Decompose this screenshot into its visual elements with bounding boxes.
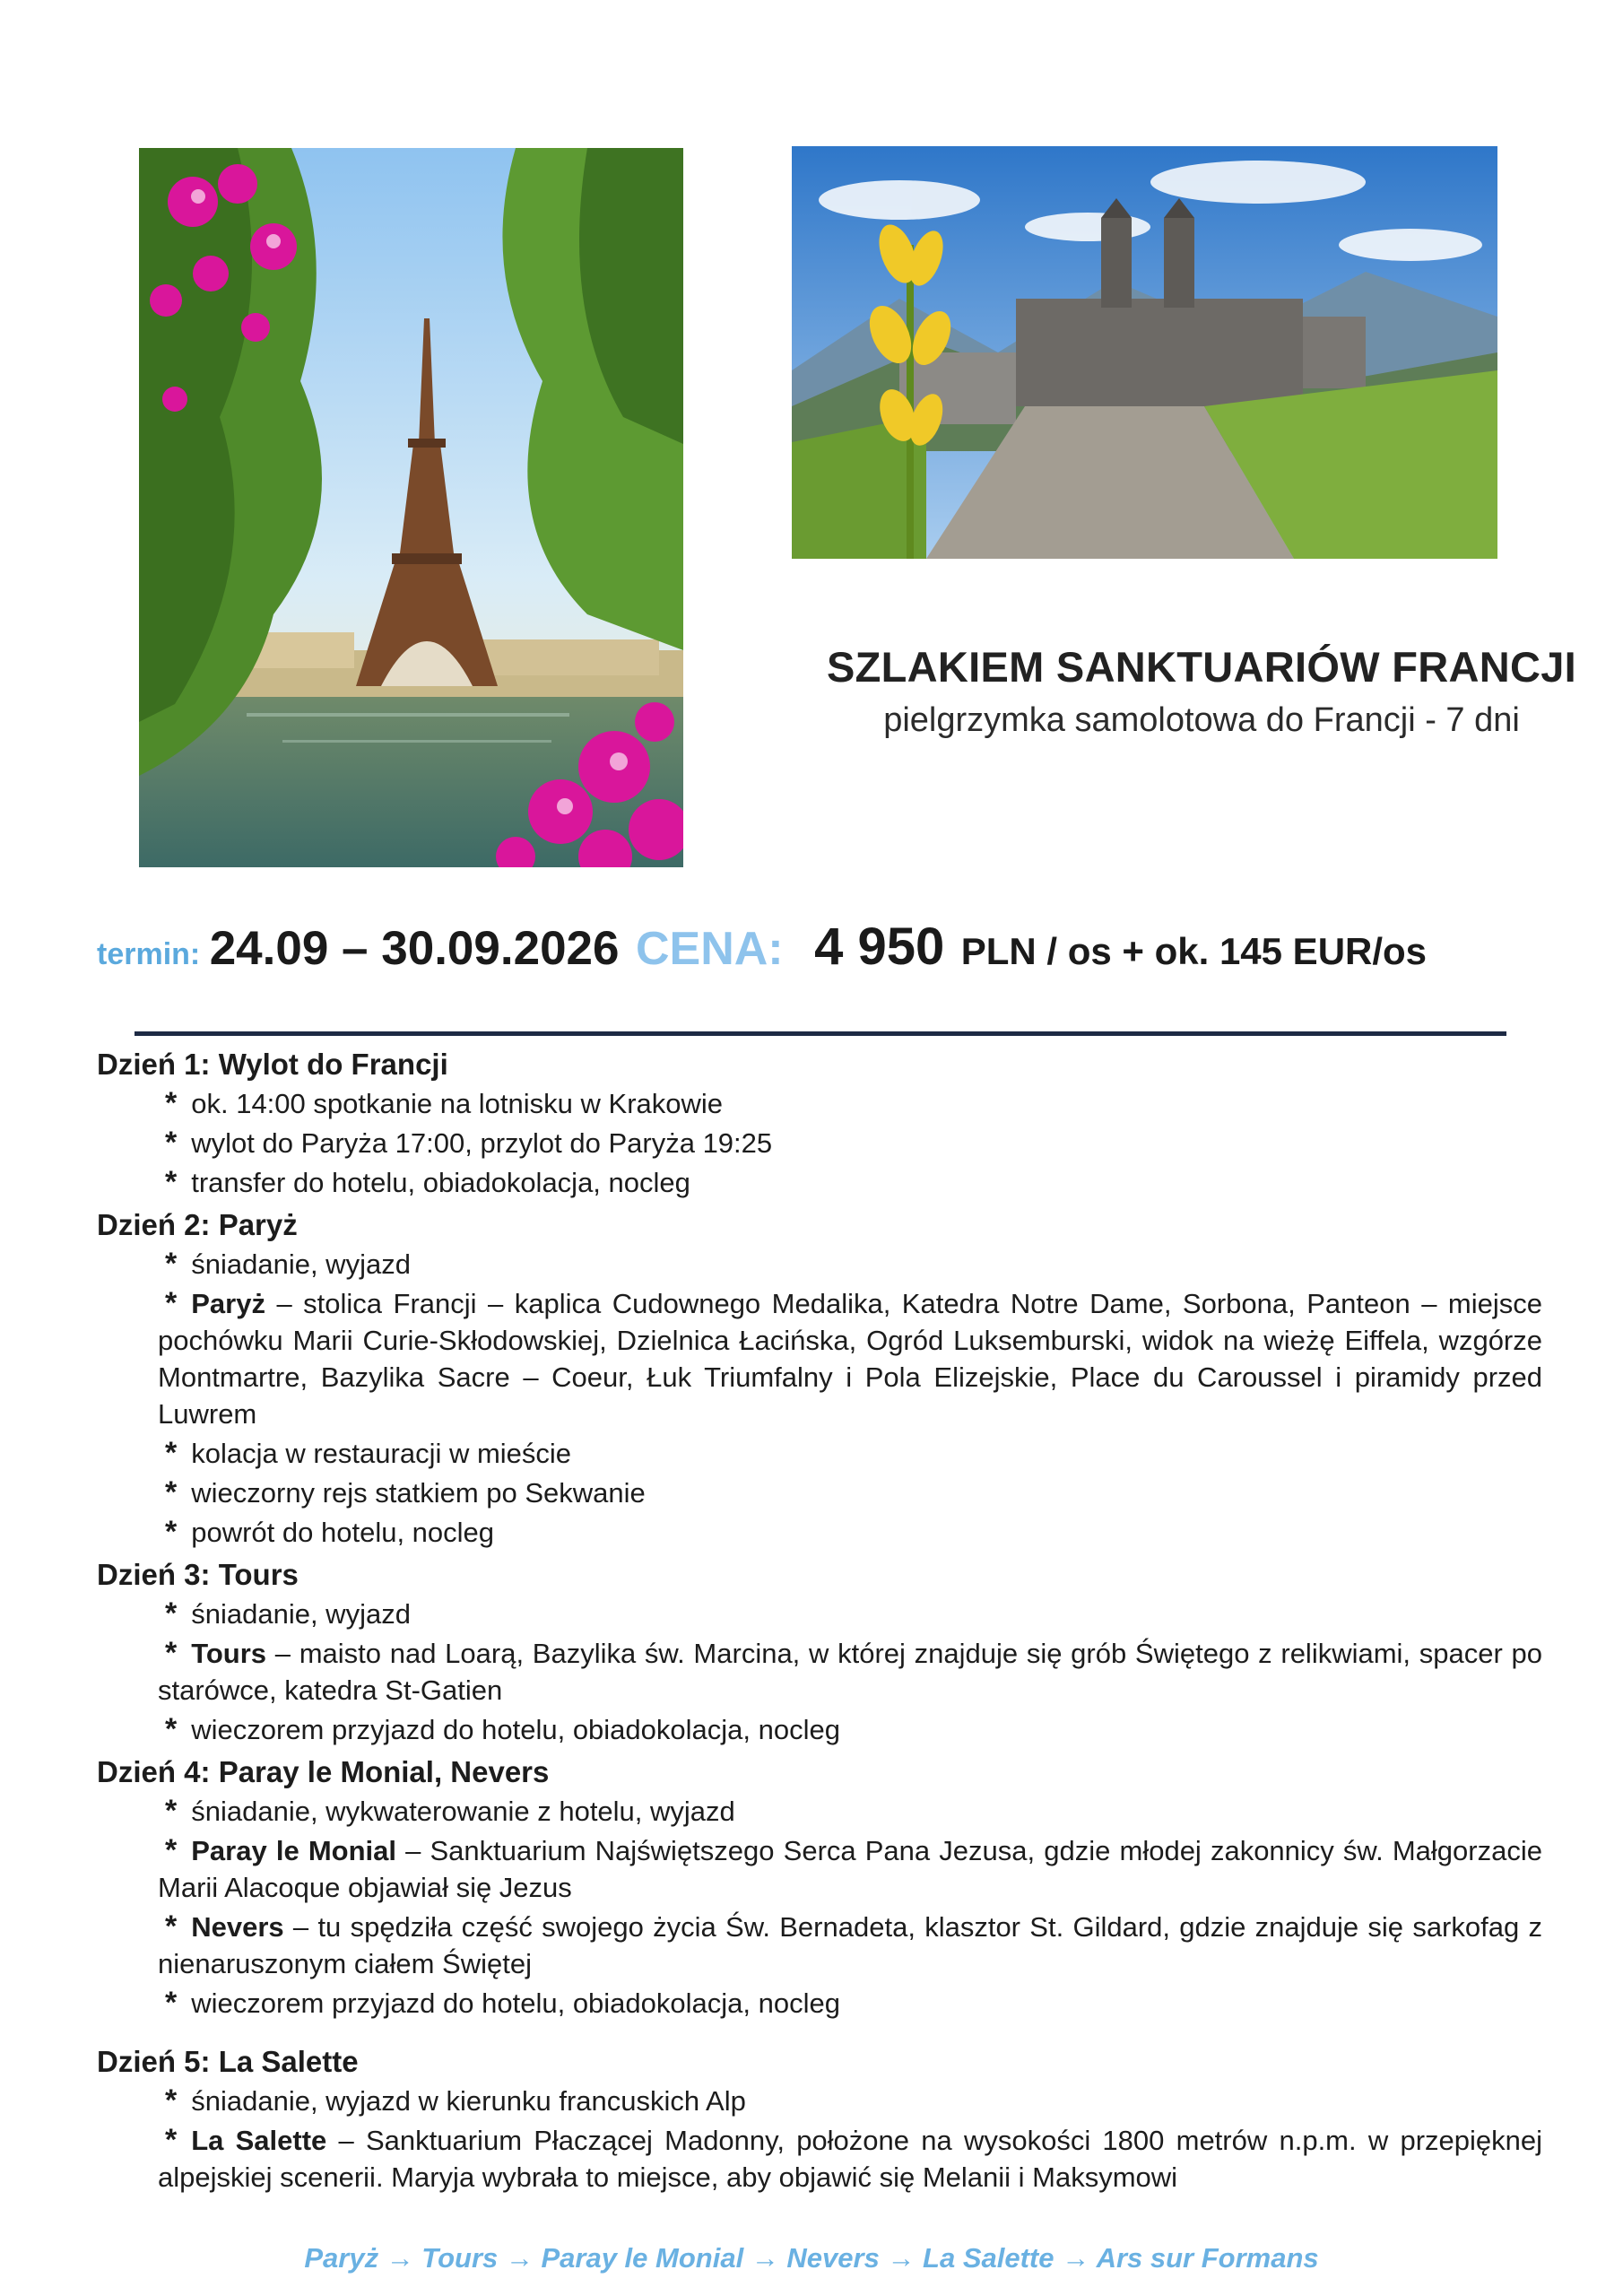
itinerary-item [97,1596,1542,1632]
price-rest: PLN / os + ok. 145 EUR/os [960,930,1428,972]
bullet-star: * [165,1833,178,1867]
bullet-star: * [165,1596,178,1631]
bullet-star: * [165,2123,178,2157]
itinerary-item [97,1985,1542,2022]
bullet-star: * [165,1286,178,1320]
bullet-star: * [165,1794,178,1828]
itinerary-item [97,2122,1542,2196]
item-place: Paryż [191,1288,265,1319]
item-text: wieczorem przyjazd do hotelu, obiadokolacja, nocleg [191,1987,840,2019]
itinerary-item [97,1285,1542,1432]
item-text: – Sanktuarium Płaczącej Madonny, położone na wysokości 1800 metrów n.p.m. w przepięknej alpejskiej scenerii. Maryja wybrała to miejsce, aby objawić się Melanii i Maksymowi [158,2125,1542,2193]
item-text: wieczorem przyjazd do hotelu, obiadokolacja, nocleg [191,1714,840,1745]
item-place: La Salette [191,2125,327,2156]
item-text: powrót do hotelu, nocleg [191,1517,495,1548]
day-title: Dzień 4: Paray le Monial, Nevers [97,1755,550,1788]
term-dates: 24.09 – 30.09.2026 [209,922,620,975]
itinerary-item [97,1474,1542,1511]
itinerary-item [97,1711,1542,1748]
bullet-star: * [165,1086,178,1120]
bullet-star: * [165,1712,178,1746]
day-title: Dzień 5: La Salette [97,2045,359,2078]
item-text: – Sanktuarium Najświętszego Serca Pana Jezusa, gdzie młodej zakonnicy św. Małgorzacie Marii Alacoque objawiał się Jezus [158,1835,1542,1903]
bullet-star: * [165,1475,178,1509]
itinerary-item [97,1832,1542,1906]
itinerary-item [97,1909,1542,1982]
item-text: ok. 14:00 spotkanie na lotnisku w Krakowie [191,1088,724,1119]
bullet-star: * [165,1126,178,1160]
route-line: Paryż → Tours → Paray le Monial → Nevers → La Salette → Ars sur Formans [304,2242,1319,2274]
photo-eiffel-tower [139,148,683,867]
item-text: śniadanie, wyjazd [191,1248,411,1280]
item-text: – maisto nad Loarą, Bazylika św. Marcina, w której znajduje się grób Świętego z relikwiami, spacer po starówce, katedra St-Gatien [158,1638,1542,1706]
item-text: kolacja w restauracji w mieście [191,1438,572,1469]
item-text: wieczorny rejs statkiem po Sekwanie [191,1477,646,1509]
itinerary [97,1040,1542,2198]
itinerary-item [97,2083,1542,2119]
bullet-star: * [165,1636,178,1670]
bullet-star: * [165,1986,178,2020]
bullet-star: * [165,1247,178,1281]
item-text: wylot do Paryża 17:00, przylot do Paryża 19:25 [191,1127,773,1159]
day-title: Dzień 3: Tours [97,1558,299,1591]
photo-la-salette-sanctuary [792,146,1497,559]
term-label: termin: [97,937,201,971]
page-title: SZLAKIEM SANKTUARIÓW FRANCJI [826,643,1577,691]
itinerary-item [97,1085,1542,1122]
bullet-star: * [165,1165,178,1199]
item-place: Paray le Monial [191,1835,396,1866]
itinerary-item [97,1435,1542,1472]
itinerary-item [97,1514,1542,1551]
item-text: śniadanie, wyjazd [191,1598,411,1630]
item-text: – tu spędziła część swojego życia Św. Bernadeta, klasztor St. Gildard, gdzie znajduje się sarkofag z nienaruszonym ciałem Świętej [158,1911,1542,1979]
bullet-star: * [165,1515,178,1549]
bullet-star: * [165,1909,178,1944]
price-label: CENA: [635,923,784,975]
price-main: 4 950 [814,918,945,976]
page-subtitle: pielgrzymka samolotowa do Francji - 7 dni [883,701,1520,739]
itinerary-item [97,1793,1542,1830]
item-place: Tours [191,1638,267,1669]
item-text: transfer do hotelu, obiadokolacja, nocleg [191,1167,690,1198]
itinerary-item [97,1125,1542,1161]
item-text: śniadanie, wyjazd w kierunku francuskich Alp [191,2085,746,2117]
itinerary-item [97,1164,1542,1201]
bullet-star: * [165,2083,178,2118]
itinerary-item [97,1246,1542,1283]
itinerary-item [97,1635,1542,1709]
term-price-line [97,917,1427,977]
day-title: Dzień 2: Paryż [97,1208,298,1241]
divider-line [135,1031,1506,1036]
item-text: śniadanie, wykwaterowanie z hotelu, wyjazd [191,1796,735,1827]
day-title: Dzień 1: Wylot do Francji [97,1048,448,1081]
bullet-star: * [165,1436,178,1470]
item-text: – stolica Francji – kaplica Cudownego Medalika, Katedra Notre Dame, Sorbona, Panteon – miejsce pochówku Marii Curie-Skłodowskiej, Dzielnica Łacińska, Ogród Luksemburski, widok na wieżę Eiffela, wzgórze Montmartre, Bazylika Sacre – Coeur, Łuk Triumfalny i Pola Elizejskie, Place du Caroussel i piramidy przed Luwrem [158,1288,1542,1430]
item-place: Nevers [191,1911,284,1943]
